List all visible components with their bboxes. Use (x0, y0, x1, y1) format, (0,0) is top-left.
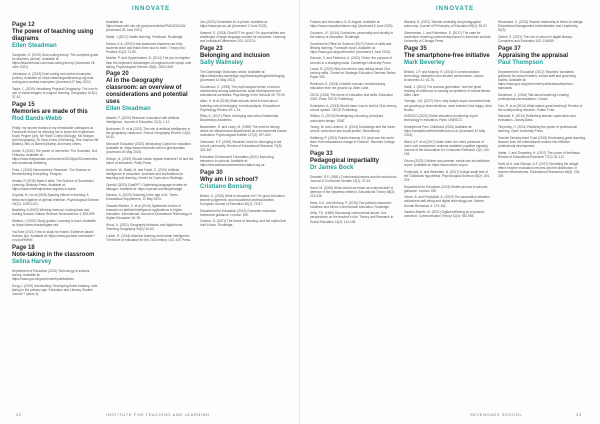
section-title: The smartphone-free initiative (404, 52, 490, 59)
section-title: Pedagogical impartiality (310, 157, 380, 164)
reference-entry: Zimmerman, J. and Robertson, E. (2017) The case for contention: teaching controversial issues in American schools. University of Chicago Press. (404, 30, 492, 43)
reference-entry: Ofcom (2023) Children and parents: media use and attitudes report. Available at: https://www.ofcom.org.uk (404, 158, 490, 167)
reference-entry: Hess, D.E. and McAvoy, P. (2015) The political classroom: evidence and ethics in democratic education. Routledge. (310, 200, 392, 209)
reference-entry: Luckin, R. (2018) Machine learning and human intelligence: The future of education for the 21st century. UCL IOE Press. (106, 233, 192, 242)
reference-entry: Timperley, H. (2011) Realizing the power of professional learning. Open University Press. (498, 125, 577, 134)
section-heading (12, 22, 100, 50)
reference-entry: UNESCO (2023) Global education monitoring report: technology in education. Paris: UNESCO. (404, 114, 479, 123)
section-heading (12, 245, 100, 266)
reference-entry: YouTube (2021) How to study for exams: Evidence-based revision tips. Available at: https://www.youtube.com/watch?v=ukLnPbIffxE (12, 229, 96, 243)
section-page-label: Page 20 (106, 71, 129, 78)
reference-entry: Marshall, K. (2013) Rethinking teacher supervision and evaluation. Jossey-Bass. (498, 114, 576, 123)
reference-entry: Hanson, A. (2023) Teaching in the age of AI. Times Educational Supplement, 12 May 2023. (106, 193, 178, 202)
left-col-1 (12, 20, 100, 408)
reference-entry: Woodward, S. (2023) Teacher leadership in times of change. Educational Management Administration and Leadership 51(3). (498, 20, 584, 33)
section-title: AI in the Geography classroom: an overview of considerations and potential uses (106, 78, 188, 106)
section-author: Paul Thompson (498, 59, 543, 66)
reference-entry: Kiewra, K.A. (2002) How classroom teachers can help students learn and teach them how to learn. Theory into Practice 41(2): 71-80. (106, 41, 185, 54)
reference-entry: Department for Education (2012) Teachers' standards: guidance for school leaders, school staff and governing bodies. Available at: https://www.gov.uk/government/publications/teachers-standards (498, 69, 576, 91)
reference-entry: Coder, S (2020) The power of memories: The Guardian, 2nd February. Available at: https://www.theguardian.com/science/2020/jan/31/memories-and-emotional-wellbeing (12, 148, 99, 166)
running-head: INNOVATE (436, 6, 475, 12)
reference-entry: Department for Education (2019) Character education framework guidance. London: DfE. (200, 208, 277, 217)
left-col-3 (200, 20, 288, 408)
section-author: Dr James Bock (310, 164, 354, 171)
reference-entry: Lucas, B. (2019) Why we need to stop talking about 21st century skills. Centre for Strategic Education Seminar Series Paper 283. (310, 67, 396, 80)
right-col-3 (498, 20, 586, 408)
reference-entry: Jisc (2023) Generative AI: A primer. Available at: https://www.jisc.ac.uk/ (Accessed 2 June 2023). (200, 20, 268, 29)
section-heading (498, 46, 586, 67)
reference-entry: Robinson, K. (2015) Creative schools: revolutionizing education from the ground up. Allen Lane. (310, 82, 385, 91)
section-title: Memories are made of this (12, 108, 88, 115)
reference-entry: Danielson, C. (2016) Talk about teaching! Leading professional conversations. Corwin. (498, 92, 569, 101)
reference-entry: Hattie, J (2017) Visible learning: Feedback. Routledge. (106, 34, 184, 39)
section-heading (12, 102, 100, 123)
footer-text: SEVENOAKS SCHOOL (470, 412, 523, 417)
section-page-label: Page 12 (12, 22, 35, 28)
page-footer (300, 412, 600, 420)
section-author: Cristiano Bonsing (200, 183, 252, 190)
reference-entry: Selwyn, N. (2019) Should robots replace teachers? AI and the future of education. Polity Press. (106, 156, 194, 165)
reference-entry: Vanden Abeele, M. (2021) Digital wellbeing as a dynamic construct. Communication Theory 31(4): 932-955. (404, 210, 485, 219)
reference-entry: Haidt, J. (2024) The anxious generation: how the great rewiring of childhood is causing an epidemic of mental illness. Allen Lane. (404, 84, 491, 97)
reference-entry: Zawacki-Richter, O. et al (2019) Systematic review of research on artificial intelligence applications in higher education. International Journal of Educational Technology in Higher Education 16: 39. (106, 204, 192, 221)
reference-entry: Doug, L (2019) Handwriting: Developing fluent mastery, note-taking in the primary age. Education and Literacy Studies Journal 7 (issue 3). (12, 283, 99, 296)
reference-entry: Przybylski, A. and Weinstein, N. (2017) A large-scale test of the Goldilocks hypothesis. Psychological Science 28(2): 204-215. (404, 169, 491, 182)
reference-entry: Beland, L.P. and Murphy, R. (2016) Ill communication: technology, distraction and student performance. Labour Economics 41: 61-76. (404, 69, 484, 82)
reference-entry: Hand, M. (2008) What should we teach as controversial? A defense of the epistemic criterion. Educational Theory 58(2): 213-228. (310, 185, 396, 198)
reference-entry: Department for Education (2024) Mobile phones in schools: guidance. London: DfE. (404, 184, 488, 193)
reference-entry: Microsoft Education (2023) Introducing Copilot for education. Available at: https://www.microsoft.com/en-gb/education (Accessed 26 May 2023). (106, 141, 192, 155)
reference-entry: Riley, K. (2017) Place, belonging and school leadership. Bloomsbury Academic. (200, 114, 279, 123)
reference-entry: Twenge, J.M. (2017) iGen: why today's super-connected kids are growing up less rebellious, more tolerant, less happy. Atria Books. (404, 99, 492, 112)
section-page-label: Page 33 (310, 150, 333, 157)
section-heading (404, 46, 492, 67)
reference-entry: Department of Education (2021) Technology in schools survey: Available at: https://www.gov.uk/government/publications (12, 268, 90, 281)
reference-entry: Stanton, J (2021) Study guides: Learning to learn. Available at: https://www.researchgate.net/ (12, 219, 96, 228)
reference-entry: Taylor, L. (2019) Visualising Physical Geography: The how to use of visual imagery to support learning. Geography 104(1): 37-42. (12, 86, 98, 100)
reference-entry: Available at: https://www.ncbi.nlm.nih.gov/pmc/articles/PMC6210349/ (Accessed 28 June 2021) (106, 20, 186, 33)
reference-entry: Kelly, T.E. (1986) Discussing controversial issues: four perspectives on the teacher's role. Theory and Research in Social Education 14(2): 113-138. (310, 211, 394, 224)
reference-entry: OpenAI (2023) ChatGPT: Optimizing language models for dialogue. Available at: https://openai.com/blog/chatgpt (106, 182, 188, 191)
reference-entry: Ziebell, S. (2021) The role of school in digital literacy. Computers and Education 162: 104089. (498, 34, 573, 43)
reference-entry: Warnick, B. (2021) Teacher neutrality and pedagogical autonomy. Journal of Philosophy of Education 55(1): 81-97. (404, 20, 488, 29)
page-number: 32 (16, 412, 22, 417)
reference-entry: Allen, K. et al (2018) What schools need to know about fostering school belonging: a meta-analysis. Educational Psychology Review 30: 1-34. (200, 99, 280, 112)
reference-entry: Cepeda, N.J et al (2008) Spacing effects in learning: A temporal ridgeline of optimal retention. Psychological Science 19(11): 1095-1102. (12, 193, 99, 206)
section-heading (200, 46, 288, 67)
reference-entry: Osterman, K.F. (2000) Students' need for belonging in the school community. Review of Educational Research 70(3): 323-367. (200, 139, 283, 153)
reference-entry: Biesta, G. (2015) What is education for? On good education, teacher judgement, and educational professionalism. European Journal of Education 50(1): 75-87. (200, 193, 286, 206)
reference-entry: Alsaleh, F. (2020) Research innovation with Artificial Intelligence. Journal of Education 21(2): 1-12. (106, 116, 180, 125)
page-number: 33 (576, 412, 582, 417)
page-footer (0, 412, 300, 420)
reference-entry: Dearden, R.F. (1981) Controversial issues and the curriculum. Journal of Curriculum Studies 13(1): 37-44. (310, 174, 398, 183)
section-author: Selina Harvey (12, 258, 52, 265)
reference-entry: Hattie, J. and Timperley, H. (2007) The power of feedback. Review of Educational Research 77(1): 81-112. (498, 150, 581, 159)
left-col-2 (106, 20, 194, 408)
reference-entry: Feist, J (2019) Neuroscience Research: The Science of Remembering Everything. Penguin. (12, 167, 91, 176)
reference-entry: Schleicher, A. (2018) World class: how to build a 21st-century school system. OECD Publishing. (310, 103, 397, 112)
reference-entry: The Cambridge Dictionary online. Available at: https://dictionary.cambridge.org/dictionary/english/belonging (Accessed 10 May 2021). (200, 69, 285, 82)
reference-entry: Goodson, I.F. (2014) Curriculum, personality and identity in the history of education. Routledge. (310, 30, 394, 39)
section-page-label: Page 37 (498, 45, 521, 52)
reference-entry: Government Office for Science (2017) Future of skills and lifelong learning. Foresight report. Available at: https://www.gov.uk/government/ (Accessed 4 June 2023). (310, 41, 392, 54)
reference-entry: Firstly, my sincere thanks to my remarkable colleagues at Farnworth School for allowing me to share this experience: Suzie Pepper (Art), Mr Robin Colley (Biology), Ms Morgan (Art/Geography), Dr Sara Jones (Chemistry), Mrs Joanna Hill (Maths), Mrs Jo Barrett (Maths) and many others. (12, 125, 99, 147)
section-title: Belonging and inclusion (200, 52, 270, 59)
section-title: Note-taking in the classroom (12, 251, 95, 258)
section-heading (106, 71, 194, 113)
section-author: Sally Walmsley (200, 59, 244, 66)
section-heading (310, 151, 398, 172)
section-page-label: Page 18 (12, 244, 35, 251)
reference-entry: OECD (2018) The future of education and skills: Education 2030. Paris: OECD Publishing. (310, 92, 393, 101)
reference-entry: Teacher Development Trust (2015) Developing great teaching: lessons from the international reviews into effective professional development. (498, 135, 586, 149)
reference-entry: Hannon, V. and Peterson, A. (2021) Thrive: the purpose of schools in a changing world. Cambridge University Press. (310, 56, 393, 65)
reference-entry: Coe, R. et al (2014) What makes great teaching? Review of the underpinning research. Sutton Trust. (498, 103, 583, 112)
running-head: INNOVATE (132, 6, 171, 12)
reference-entry: Futures and Innovation, 5-12 August. Available at: https://www.educationfutures.org/ (Accessed 5 June 2023). (310, 20, 394, 29)
reference-entry: Baddeley, A (2003) Working memory: looking back and looking forward. Nature Reviews Neuroscience 4: 829-839. (12, 208, 96, 217)
reference-entry: Buchanan, R. et al (2022) The role of artificial intelligence in the geography classroom. School Geography Review 14(3): 54-61. (106, 127, 191, 140)
reference-entry: Wood, A. (2021) Geography fieldwork and digital tools. Teaching Geography 46(2): 60-63. (106, 223, 184, 232)
right-col-2 (404, 20, 492, 408)
reference-entry: Wiliam, D. (2013) Redesigning schooling: principled curriculum design. SSAT. (310, 114, 383, 123)
reference-entry: Smartphone Free Childhood (2024) Available at: https://smartphonefreechildhood.co.uk (Accessed 10 May 2024). (404, 125, 486, 138)
section-page-label: Page 30 (200, 169, 223, 176)
right-page (300, 0, 600, 424)
section-author: Ellen Steadman (106, 106, 151, 113)
section-title: Why am I in school? (200, 176, 259, 183)
footer-text: INSTITUTE FOR TEACHING AND LEARNING (106, 412, 210, 417)
reference-entry: Holmes, W., Bialik, M. and Fadel, C. (2019) Artificial intelligence in education: promises and implications for teaching and learning. Center for Curriculum Redesign. (106, 167, 184, 180)
reference-entry: Goodenow, C. (1993) The psychological sense of school membership among adolescents: scale development and educational correlates. Psychology in the Schools 30: 79-90. (200, 84, 286, 97)
section-title: Appraising the appraisal (498, 52, 569, 59)
section-author: Mark Beverley (404, 59, 445, 66)
section-author: Rod Bands-Webb (12, 115, 62, 122)
section-author: Ellen Steadman (12, 43, 57, 49)
section-page-label: Page 35 (404, 45, 427, 52)
right-col-1 (310, 20, 398, 408)
reference-entry: Mueller, P. and Oppenheimer, D. (2014) The pen is mightier than the keyboard: Advantages of longhand over laptop note taking. Psychological Science 25(6): 1159-1168. (106, 56, 192, 69)
reference-entry: Ward, A.F. et al (2017) Brain drain: the mere presence of one's own smartphone reduces available cognitive capacity. Journal of the Association for Consumer Research 2(2): 140-154. (404, 139, 490, 157)
section-title: The power of teaching using diagrams (12, 29, 94, 42)
reference-entry: Claxton, G. (2021) The future of teaching: and the myths that hold it back. Routledge. (200, 219, 286, 228)
reference-entry: Johnstone, A. (2018) Dual coding and worked examples (online). Available at: https://teachingandlearning.org/dual-coding-and-worked-examples/ (Accessed 27 May 2021) (12, 71, 95, 85)
section-page-label: Page 23 (200, 45, 223, 52)
reference-entry: Sahlberg, P. (2021) Finnish lessons 3.0: what can the world learn from educational change in Finland? Teachers College Press. (310, 136, 395, 149)
reference-entry: Orben, A. and Przybylski, A. (2019) The association between adolescent well-being and digital technology use. Nature Human Behaviour 3: 173-182. (404, 195, 490, 208)
reference-entry: Education Endowment Foundation (2021) Improving behaviour in schools. Available at: https://educationendowmentfoundation.org.uk (200, 154, 274, 167)
reference-entry: Healey, R (2019) Make it stick: The Science of Successful Learning. Belknap Press. Available at: https://www.retrievalpractice.org/why-it-works (12, 178, 94, 191)
reference-entry: Kraft, M.A. and Gilmour, A.F. (2017) Revisiting the widget effect: teacher evaluation reforms and the distribution of teacher effectiveness. Educational Researcher 46(5): 234-249. (498, 161, 581, 178)
reference-entry: Baumeister, R. and Leary, M. (1995) The need to belong: desire for interpersonal attachments as a fundamental human motivation. Psychological Bulletin 117(3): 497-529. (200, 125, 287, 138)
section-heading (200, 170, 288, 191)
section-page-label: Page 15 (12, 101, 35, 108)
reference-entry: Cavigliole, O. (2019) Dual coding theory: The complete guide for teachers (online). Available at: https://teacherhead.com/dual-coding-theory/ (Accessed 28 June 2021) (12, 53, 99, 70)
reference-entry: Kasneci, E. (2023) ChatGPT for good? On opportunities and challenges of large language models for education. Learning and Individual Differences 103: 102274. (200, 30, 286, 43)
reference-entry: Young, M. and Lambert, D. (2014) Knowledge and the future school: curriculum and social justice. Bloomsbury. (310, 125, 396, 134)
